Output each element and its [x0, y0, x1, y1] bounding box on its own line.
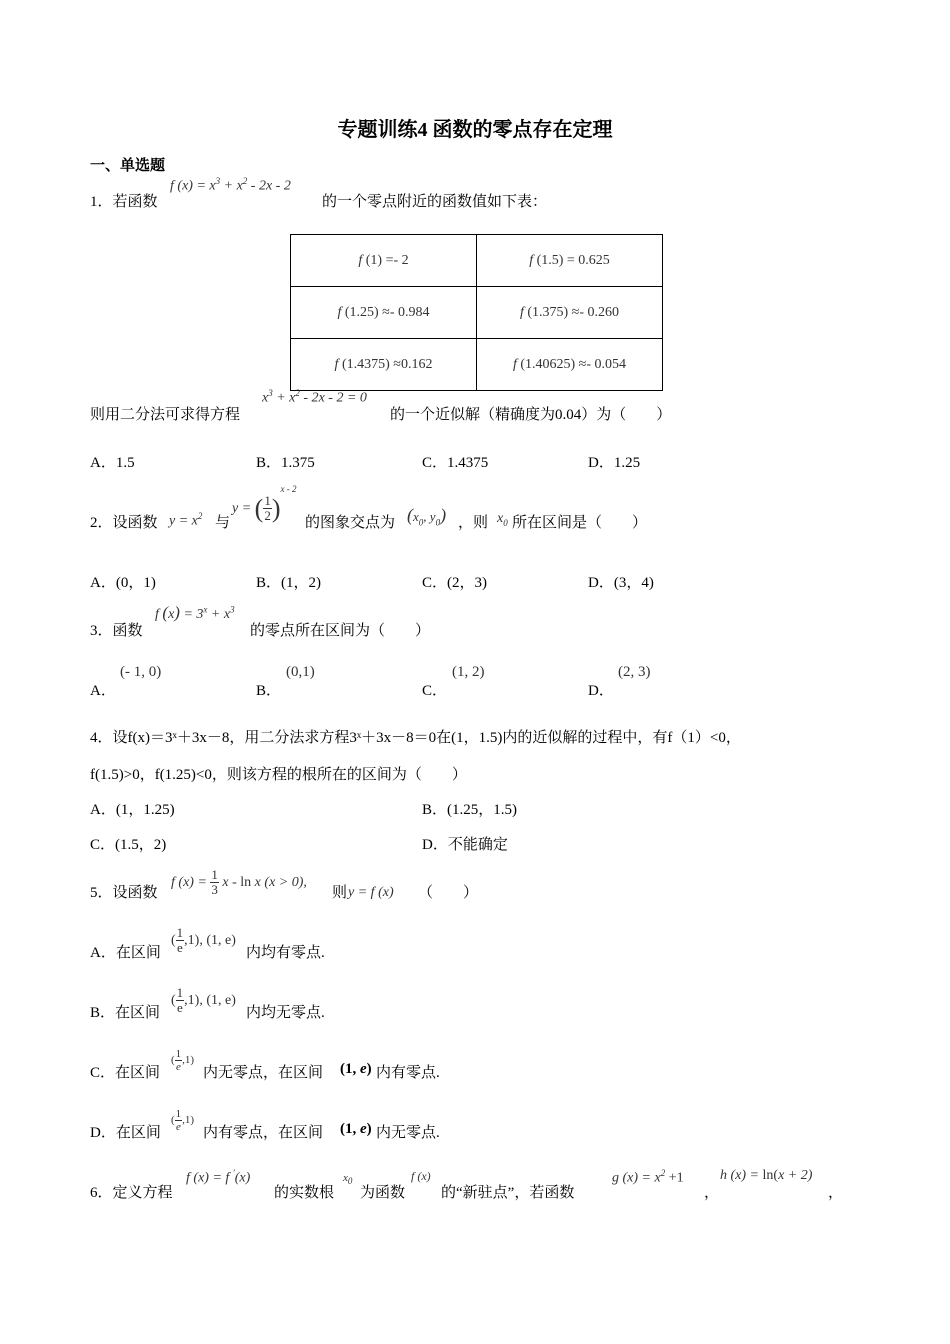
question-3-stem	[90, 619, 143, 640]
option-text: 内无零点，在区间	[203, 1065, 324, 1081]
option-c: C．1.4375	[422, 455, 489, 471]
question-text: f(1.5)>0，f(1.25)<0，则该方程的根所在的区间为（ ）	[90, 767, 467, 783]
option-a-interval: (- 1, 0)	[120, 664, 162, 680]
option-c-interval-2: (1, e)	[340, 1061, 372, 1077]
q2-x0: $x_0$	[497, 511, 508, 528]
option-label: D．在区间	[90, 1125, 161, 1141]
question-2-stem	[90, 511, 158, 532]
question-text: 的一个零点附近的函数值如下表：	[322, 194, 548, 210]
option-b	[90, 1001, 160, 1022]
option-b: B．(1.25，1.5)	[422, 802, 517, 818]
option-d: D．(3，4)	[588, 575, 654, 591]
option-b-interval: (0,1)	[286, 664, 315, 680]
option-text: 内有零点，在区间	[203, 1125, 324, 1141]
q3-formula: f $(x) = 3^x + x^3$	[155, 603, 235, 622]
option-text: 内均无零点.	[246, 1005, 325, 1021]
values-table	[290, 234, 663, 391]
question-text: 为函数	[360, 1185, 406, 1201]
option-a: A．	[90, 683, 116, 699]
question-text: ，	[704, 1185, 720, 1201]
option-c-interval: ( $\frac{1}{e}$ ,1)	[171, 1048, 195, 1074]
q6-g: g $(x) = x^2 +1$	[612, 1168, 684, 1186]
q1-formula: f $(x) = x^3 + x^2 - 2x - 2$	[170, 176, 291, 194]
question-text: 所在区间是（ ）	[512, 515, 648, 531]
table-row	[291, 235, 663, 287]
table-cell: f (1) =- 2	[291, 235, 477, 287]
option-b: B．(1，2)	[256, 575, 321, 591]
option-c: C．(1.5，2)	[90, 837, 167, 853]
option-a-interval: ( $\frac{1}{e}$ ,1), (1, e)	[171, 925, 236, 956]
question-number: 1．	[90, 194, 113, 210]
option-d	[90, 1121, 161, 1142]
q6-formula-1: f (x) = f ′(x)	[186, 1168, 251, 1186]
option-b: B．1.375	[256, 455, 315, 471]
option-b-interval: ( $\frac{1}{e}$ ,1), (1, e)	[171, 985, 236, 1016]
question-number: 2．	[90, 515, 113, 531]
option-d: D．1.25	[588, 455, 641, 471]
question-text: 的“新驻点”，若函数	[441, 1185, 575, 1201]
table-row	[291, 339, 663, 391]
question-number: 5．	[90, 885, 113, 901]
option-b: B．	[256, 683, 282, 699]
option-a: A．(0，1)	[90, 575, 156, 591]
option-a: A．1.5	[90, 455, 135, 471]
question-text: 的图象交点为	[305, 515, 396, 531]
question-number: 6．	[90, 1185, 113, 1201]
q2-formula-1: $y = x^2$	[169, 511, 203, 529]
q1-equation: $x^3 + x^2 - 2x - 2 = 0$	[262, 388, 367, 406]
question-text: 设f(x)＝3ˣ＋3x－8，用二分法求方程3ˣ＋3x－8＝0在(1，1.5)内的近似解的过程中，有f（1）<0，	[112, 730, 741, 746]
table-cell: f (1.5) = 0.625	[477, 235, 663, 287]
question-text: 则	[332, 885, 348, 901]
question-text: 定义方程	[112, 1185, 173, 1201]
table-row	[291, 287, 663, 339]
question-number: 4．	[90, 730, 113, 746]
q6-formula-2: f (x)	[411, 1169, 431, 1183]
table-cell: f (1.40625) ≈- 0.054	[477, 339, 663, 391]
q2-formula-2: y = ( $\frac{1}{2}$ )$^{x - 2}$	[232, 484, 297, 524]
table-cell: f (1.375) ≈- 0.260	[477, 287, 663, 339]
option-d: D．不能确定	[422, 837, 508, 853]
option-c: C．(2，3)	[422, 575, 487, 591]
question-text: （ ）	[418, 885, 479, 901]
table-cell: f (1.25) ≈- 0.984	[291, 287, 477, 339]
option-label: B．在区间	[90, 1005, 161, 1021]
question-text: 则用二分法可求得方程	[90, 407, 241, 423]
option-d-interval: ( $\frac{1}{e}$ ,1)	[171, 1108, 195, 1134]
q5-formula: f (x) = $\frac{1}{3}$ x - ln x (x > 0),	[171, 867, 307, 898]
question-text: ，则	[458, 515, 489, 531]
option-d-interval: (2, 3)	[618, 664, 651, 680]
option-a: A．(1，1.25)	[90, 802, 175, 818]
section-heading: 一、单选题	[90, 158, 166, 174]
option-text: 内均有零点.	[246, 945, 325, 961]
q6-h: h (x) = ln(x + 2)	[720, 1168, 813, 1183]
question-number: 3．	[90, 623, 113, 639]
question-1-stem	[90, 190, 158, 211]
q5-formula-2: y = f (x)	[348, 885, 394, 900]
option-c-interval: (1, 2)	[452, 664, 485, 680]
option-text: 内有零点.	[376, 1065, 440, 1081]
option-d-interval-2: (1, e)	[340, 1121, 372, 1137]
q6-x0: $x_0$	[343, 1172, 353, 1187]
question-text: 设函数	[112, 885, 158, 901]
option-c	[90, 1061, 160, 1082]
question-text: 与	[215, 515, 231, 531]
question-text: 设函数	[112, 515, 158, 531]
question-5-stem	[90, 881, 158, 902]
question-text: 若函数	[112, 194, 158, 210]
table-cell: f (1.4375) ≈0.162	[291, 339, 477, 391]
question-text: 的实数根	[274, 1185, 335, 1201]
question-text: 函数	[112, 623, 143, 639]
option-label: C．在区间	[90, 1065, 161, 1081]
page-title: 专题训练4 函数的零点存在定理	[337, 119, 613, 141]
option-c: C．	[422, 683, 448, 699]
option-text: 内无零点.	[376, 1125, 440, 1141]
question-4-stem	[90, 726, 741, 747]
option-label: A．在区间	[90, 945, 161, 961]
q2-point: ($x_0$, $y_0$)	[407, 505, 447, 528]
question-text: 的一个近似解（精确度为0.04）为（ ）	[390, 407, 672, 423]
option-d: D．	[588, 683, 614, 699]
option-a	[90, 941, 161, 962]
question-text: 的零点所在区间为（ ）	[250, 623, 431, 639]
question-6-stem	[90, 1181, 173, 1202]
question-text: ，	[828, 1185, 844, 1201]
